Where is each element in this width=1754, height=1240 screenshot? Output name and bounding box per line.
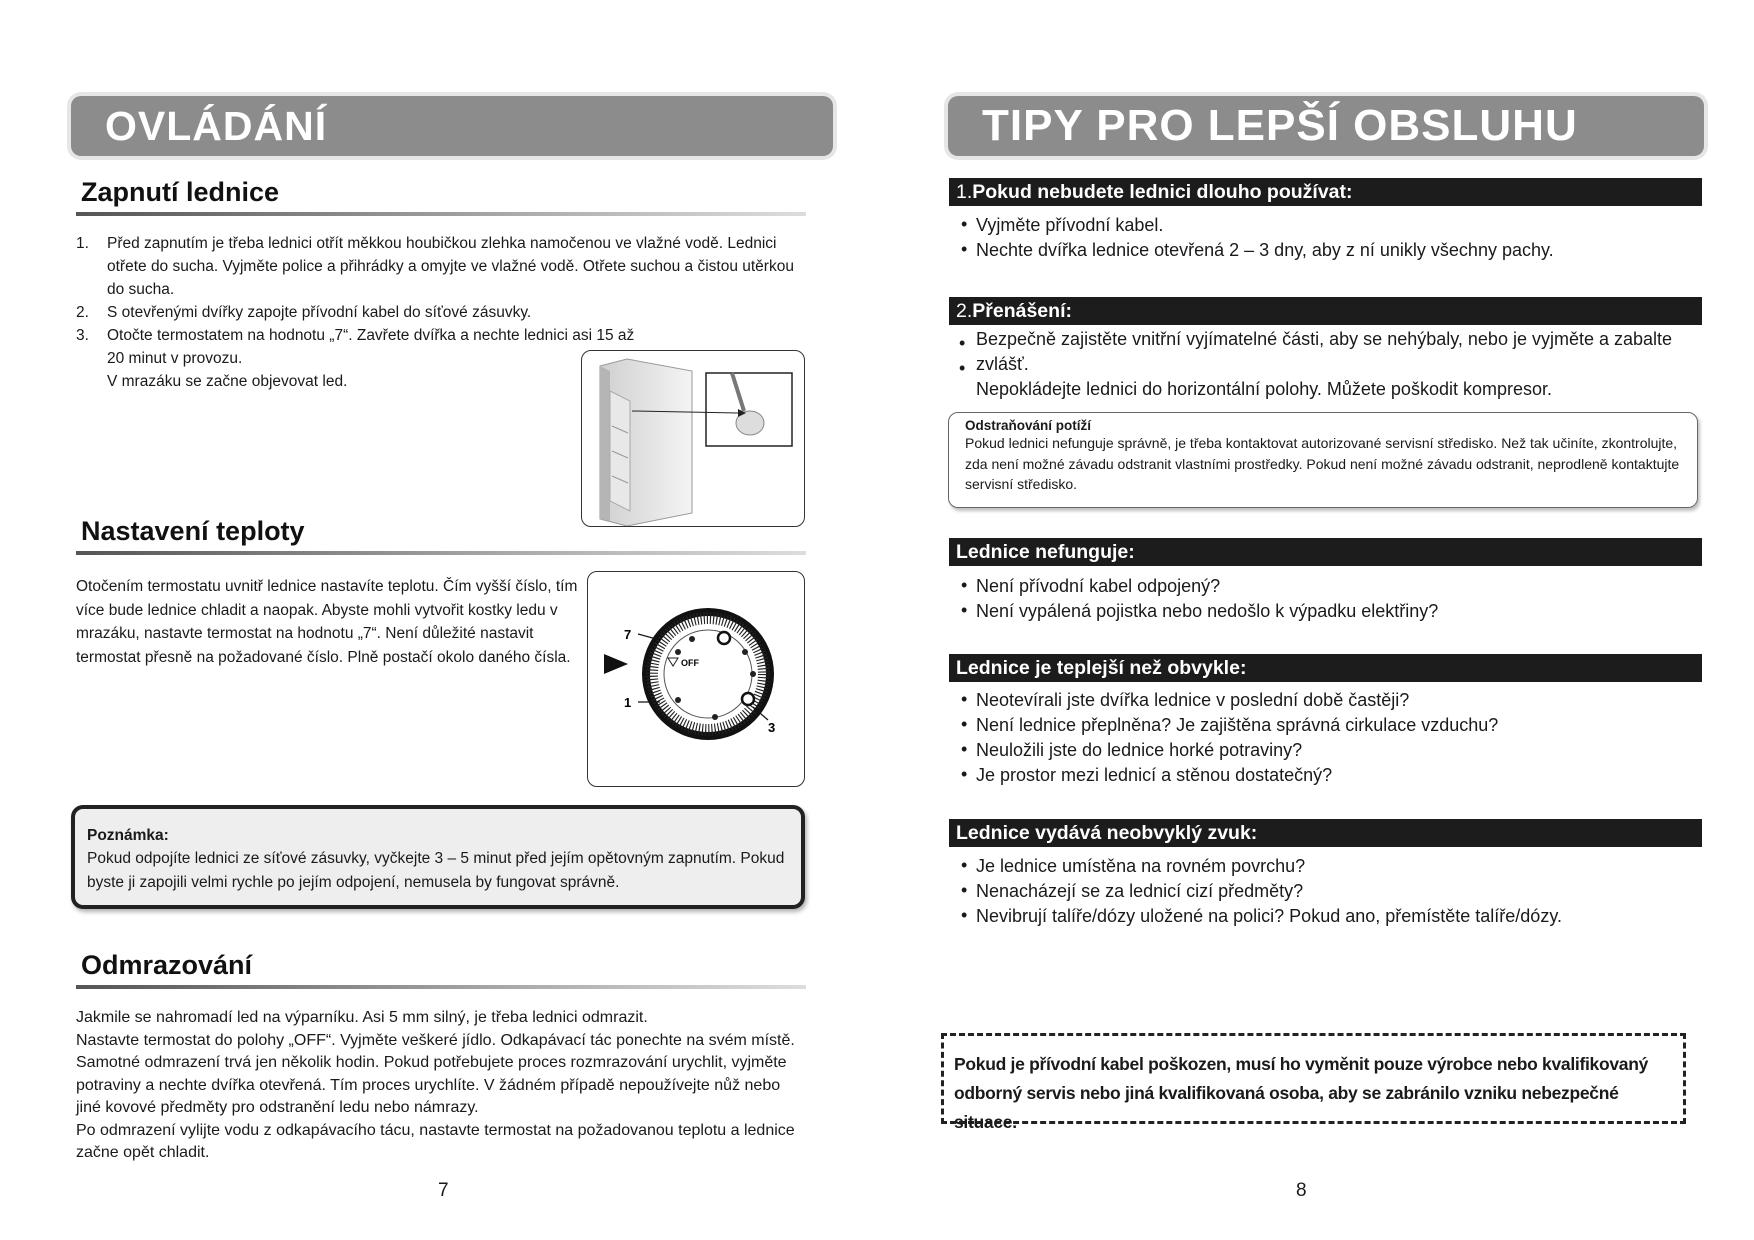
text-line: Nastavte termostat do polohy „OFF“. Vyjměte veškeré jídlo. Odkapávací tác ponechte na svém místě. <box>76 1031 795 1049</box>
list-item: • Není vypálená pojistka nebo nedošlo k výpadku elektřiny? <box>961 600 1439 621</box>
text-line: potraviny a nechte dvířka otevřená. Tím proces urychlíte. V žádném případě nepoužívejte nůž nebo <box>76 1076 781 1094</box>
section-bar-noise: Lednice vydává neobvyklý zvuk: <box>949 819 1702 847</box>
freezer-note: V mrazáku se začne objevovat led. <box>107 373 348 390</box>
list-item: • Neuložili jste do lednice horké potraviny? <box>961 739 1303 760</box>
section-divider <box>76 551 806 555</box>
fridge-thermostat-image <box>582 351 804 526</box>
dial-label-1: 1 <box>624 695 632 710</box>
right-page-banner <box>948 96 1704 156</box>
defrost-text <box>76 1007 866 1165</box>
text-line: Po odmrazení vylijte vodu z odkapávacího tácu, nastavte termostat na požadovanou teplotu a lednice <box>76 1121 795 1139</box>
moving-text: • Bezpečně zajistěte vnitřní vyjímatelné části, aby se nehýbaly, nebo je vyjměte a zabalte • zvlášť. Nepokládejte lednici do horizontální polohy. Můžete poškodit kompresor. <box>959 329 1673 399</box>
left-banner-title: OVLÁDÁNÍ <box>105 103 328 149</box>
right-banner-title: TIPY PRO LEPŠÍ OBSLUHU <box>982 101 1578 150</box>
section-title-temperature: Nastavení teploty <box>81 516 305 546</box>
note-text: Pokud odpojíte lednici ze síťové zásuvky, vyčkejte 3 – 5 minut před jejím opětovným zapnutím. Pokud byste ji zapojili velmi rychle po jejím odpojení, nemusela by fungovat správně. <box>87 850 785 891</box>
note-box <box>71 805 805 909</box>
dial-off-label: OFF <box>681 658 699 668</box>
note-title: Poznámka: <box>87 827 169 844</box>
warmer-list <box>956 688 1706 788</box>
list-item: • Je prostor mezi lednicí a stěnou dostatečný? <box>961 764 1333 785</box>
text-line: Jakmile se nahromadí led na výparníku. Asi 5 mm silný, je třeba lednici odmrazit. <box>76 1009 648 1026</box>
noise-list <box>956 854 1736 929</box>
dial-label-7: 7 <box>624 627 632 642</box>
list-item: • Neotevírali jste dvířka lednice v poslední době častěji? <box>961 689 1410 710</box>
pointer-arrow <box>604 654 628 674</box>
temperature-text: Otočením termostatu uvnitř lednice nastavíte teplotu. Čím vyšší číslo, tím více bude lednice chladit a naopak. Abyste mohli vytvořit kostky ledu v mrazáku, nastavte termostat na hodnotu „7“. Není důležité nastavit termostat přesně na požadované číslo. Plně postačí okolo daného čísla. <box>76 578 578 666</box>
thermostat-dial <box>588 572 804 786</box>
text-line: jiné kovové předměty pro odstranění ledu nebo námrazy. <box>76 1099 479 1116</box>
text-line: začne opět chladit. <box>76 1144 210 1161</box>
section-divider <box>76 212 806 216</box>
troubleshooting-title: Odstraňování potíží <box>965 418 1092 433</box>
not-working-list <box>956 574 1706 624</box>
list-item: 3. Otočte termostatem na hodnotu „7“. Zavřete dvířka a nechte lednici asi 15 až 20 minut v provozu. <box>76 327 635 367</box>
section-divider <box>76 985 806 989</box>
list-item: • Není přívodní kabel odpojený? <box>961 575 1221 596</box>
section-bar-not-working: Lednice nefunguje: <box>949 538 1702 566</box>
troubleshooting-text: Pokud lednici nefunguje správně, je třeba kontaktovat autorizované servisní středisko. Než tak učiníte, zkontrolujte, zda není možné závadu odstranit vlastními prostředky. Pokud není možné závadu odstranit, neprodleně kontaktujte servisní středisko. <box>965 435 1680 492</box>
list-item: 1. Před zapnutím je třeba lednici otřít měkkou houbičkou zlehka namočenou ve vlažné vodě. Lednici otřete do sucha. Vyjměte police a přihrádky a omyjte ve vlažné vodě. Otřete suchou a čistou utěrkou do sucha. <box>76 235 794 298</box>
list-item: • Nevibrují talíře/dózy uložené na polici? Pokud ano, přemístěte talíře/dózy. <box>961 905 1562 926</box>
page-number-left: 7 <box>438 1180 449 1201</box>
section-bar-unused: 1.Pokud nebudete lednici dlouho používat: <box>949 178 1702 206</box>
left-page-banner <box>71 96 833 156</box>
list-item: • Je lednice umístěna na rovném povrchu? <box>961 855 1306 876</box>
section-title-power-on: Zapnutí lednice <box>81 177 280 207</box>
warning-text: Pokud je přívodní kabel poškozen, musí ho vyměnit pouze výrobce nebo kvalifikovaný odborný servis nebo jiná kvalifikovaná osoba, aby se zabránilo vzniku nebezpečné situace. <box>954 1054 1649 1132</box>
section-bar-warmer: Lednice je teplejší než obvykle: <box>949 654 1702 682</box>
page-number-right: 8 <box>1296 1180 1307 1201</box>
thermostat-dial-illustration <box>587 571 805 787</box>
section-title-defrost: Odmrazování <box>81 950 253 980</box>
list-item: • Nechte dvířka lednice otevřená 2 – 3 dny, aby z ní unikly všechny pachy. <box>961 239 1554 260</box>
fridge-illustration <box>581 350 805 527</box>
list-item: • Vyjměte přívodní kabel. <box>961 214 1164 235</box>
dial-label-3: 3 <box>768 720 776 735</box>
text-line: Samotné odmrazení trvá jen několik hodin. Pokud potřebujete proces rozmrazování urychlit, vyjměte <box>76 1054 787 1071</box>
list-item: 2. S otevřenými dvířky zapojte přívodní kabel do síťové zásuvky. <box>76 304 532 321</box>
list-item: • Není lednice přeplněna? Je zajištěna správná cirkulace vzduchu? <box>961 714 1499 735</box>
power-cord-warning <box>941 1033 1686 1132</box>
list-item: • Nenacházejí se za lednicí cizí předměty? <box>961 880 1304 901</box>
unused-list <box>956 213 1706 263</box>
section-bar-moving: 2.Přenášení: <box>949 297 1702 325</box>
troubleshooting-box <box>948 412 1698 508</box>
